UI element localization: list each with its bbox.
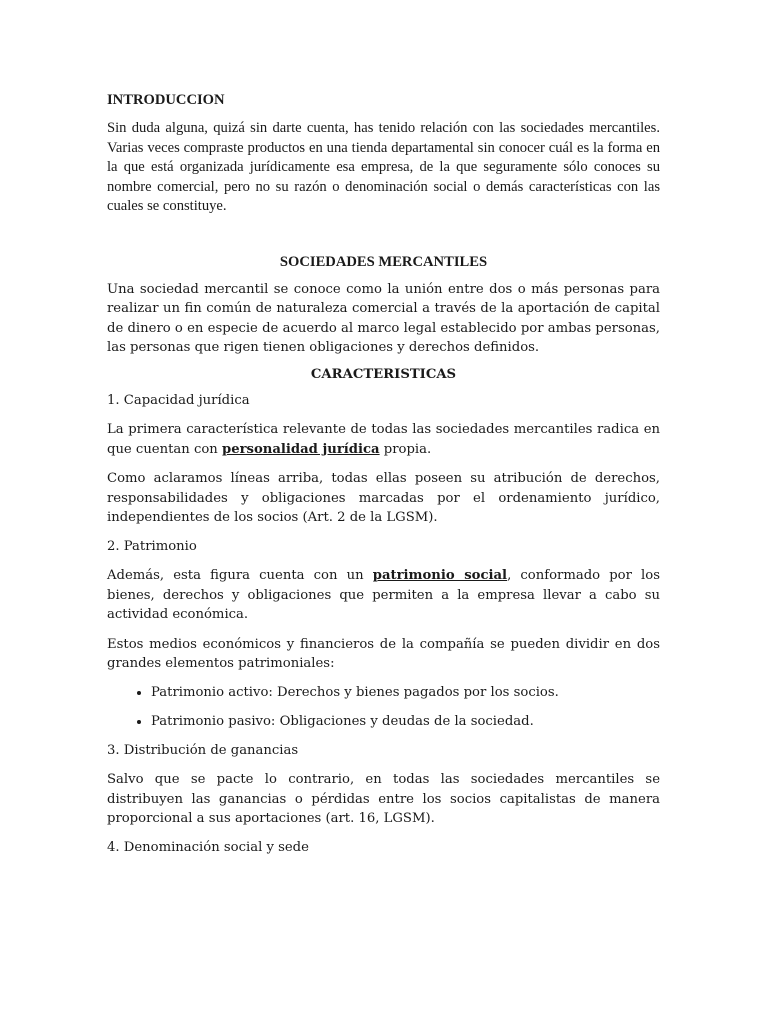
- list-item: • Patrimonio pasivo: Obligaciones y deudas de la sociedad.: [151, 712, 660, 732]
- item-distribucion: 3. Distribución de ganancias: [107, 742, 299, 758]
- item-denominacion: 4. Denominación social y sede: [107, 839, 309, 855]
- paragraph-medios: Estos medios económicos y financieros de la compañía se pueden dividir en dos grandes elementos patrimoniales:: [107, 636, 660, 671]
- text-segment: La primera característica relevante de todas las sociedades mercantiles radica en que cuentan con: [107, 422, 660, 457]
- sociedades-title: SOCIEDADES MERCANTILES: [279, 253, 488, 270]
- paragraph-personalidad: [107, 420, 660, 459]
- link-patrimonio-social[interactable]: patrimonio social: [372, 568, 508, 583]
- intro-paragraph: Sin duda alguna, quizá sin darte cuenta, has tenido relación con las sociedades mercantiles. Varias veces compraste productos en una tienda departamental sin conocer cuál es la forma en la que está organizada jurídicamente esa empresa, de la que seguramente sólo conoces su nombre comercial, pero no su razón o denominación social o demás características con las cuales se constituye.: [107, 120, 660, 214]
- paragraph-ganancias: Salvo que se pacte lo contrario, en todas las sociedades mercantiles se distribuyen las ganancias o pérdidas entre los socios capitalistas de manera proporcional a sus aportaciones (art. 16, LGSM).: [107, 772, 660, 826]
- patrimonio-list: [107, 683, 660, 732]
- text-segment: propia.: [379, 441, 432, 457]
- paragraph-atribucion: Como aclaramos líneas arriba, todas ellas poseen su atribución de derechos, responsabilidades y obligaciones marcadas por el ordenamiento jurídico, independientes de los socios (Art. 2 de la LGSM).: [107, 471, 660, 525]
- intro-title: INTRODUCCION: [107, 92, 225, 108]
- sociedades-paragraph: Una sociedad mercantil se conoce como la unión entre dos o más personas para realizar un fin común de naturaleza comercial a través de la aportación de capital de dinero o en especie de acuerdo al marco legal establecido por ambas personas, las personas que rigen tienen obligaciones y derechos definidos.: [107, 281, 660, 355]
- item-capacidad-juridica: 1. Capacidad jurídica: [107, 392, 250, 408]
- text-segment: , conformado por los bienes, derechos y obligaciones que permiten a la empresa llevar a cabo su actividad económica.: [107, 568, 660, 622]
- list-item: • Patrimonio activo: Derechos y bienes pagados por los socios.: [151, 683, 660, 703]
- paragraph-patrimonio: [107, 566, 660, 625]
- caracteristicas-title: CARACTERISTICAS: [310, 366, 457, 382]
- text-segment: Además, esta figura cuenta con un: [107, 568, 373, 583]
- document-page: [107, 90, 660, 857]
- item-patrimonio: 2. Patrimonio: [107, 538, 197, 554]
- link-personalidad-juridica[interactable]: personalidad jurídica: [221, 441, 380, 457]
